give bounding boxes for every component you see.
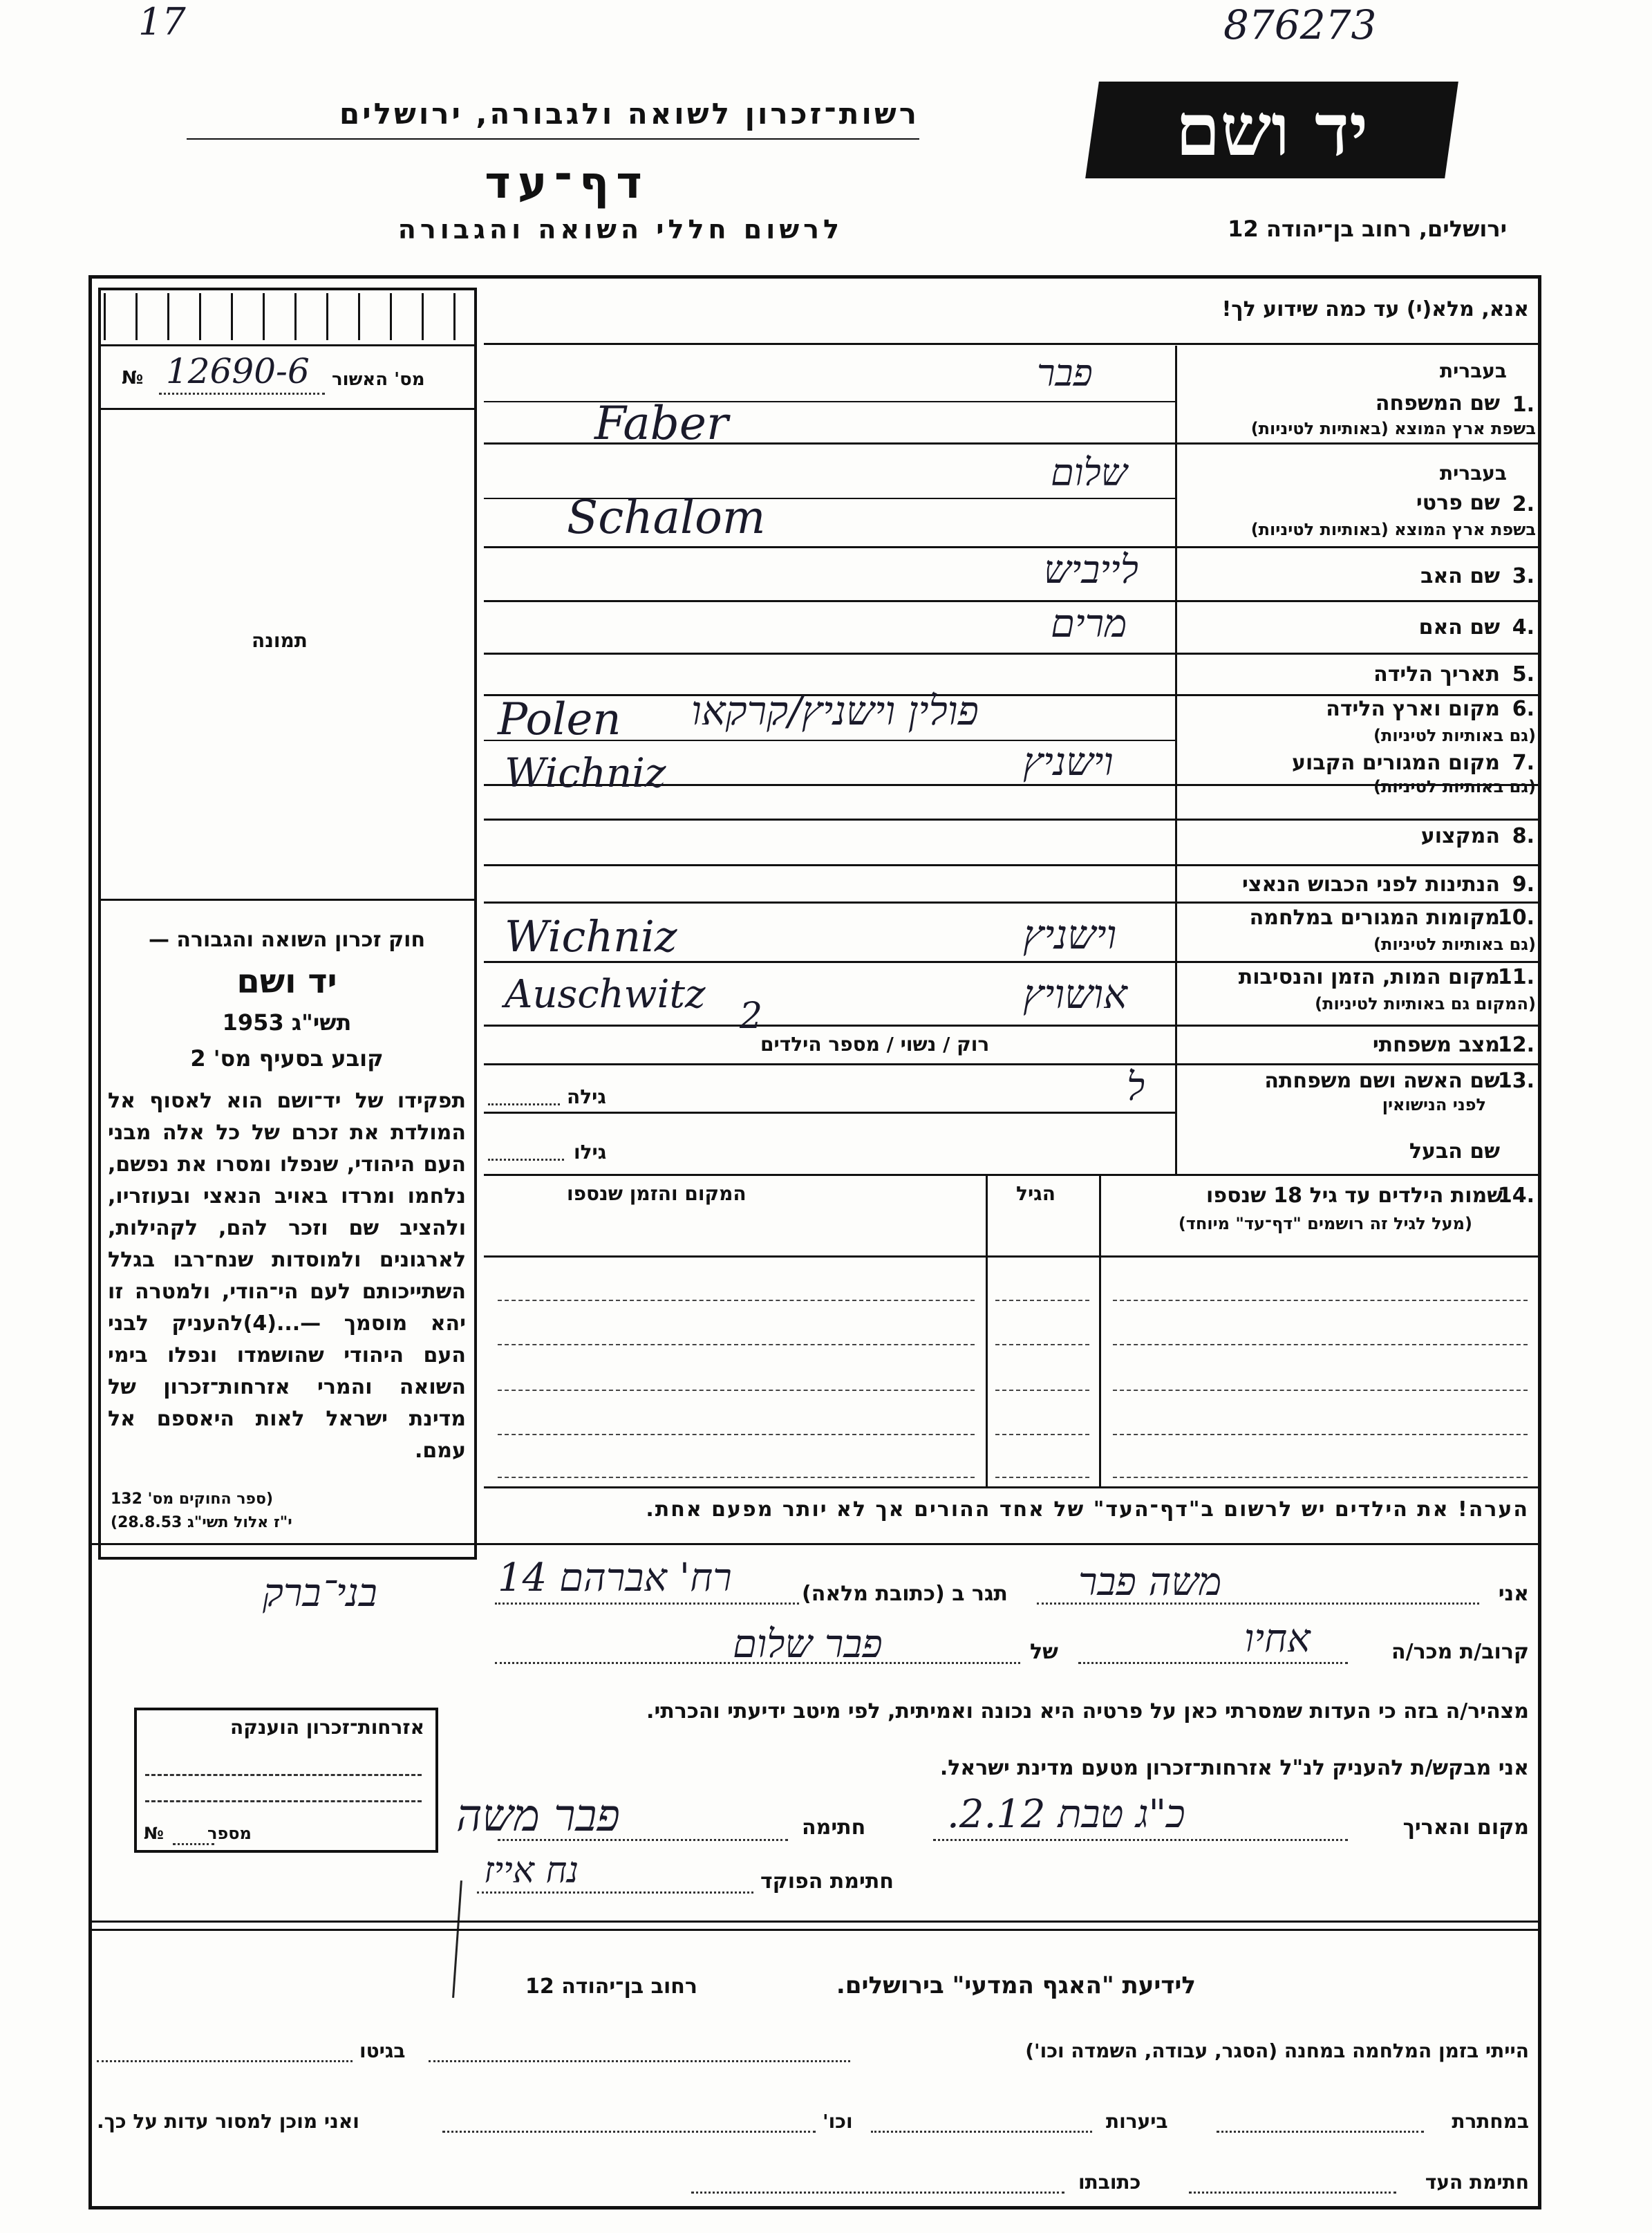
signature-label: חתימה (802, 1815, 866, 1840)
field-11-label: מקום המות, הזמן והנסיבות (1238, 965, 1500, 989)
field-13-age-label: גילה (567, 1085, 606, 1108)
field-12-options[interactable]: רוק / נשוי / מספר הילדים (760, 1033, 990, 1056)
of-label: של (1030, 1640, 1058, 1664)
field-12-label: מצב משפחתי (1372, 1033, 1500, 1057)
field-10-sub: (גם באותיות לטיניות) (1373, 935, 1536, 954)
law-title: חוק זכרון השואה והגבורה — (148, 928, 426, 952)
officer-signature[interactable]: נח אייז (484, 1850, 579, 1891)
field-1-number: 1. (1512, 393, 1534, 417)
husband-label: שם הבעל (1409, 1139, 1500, 1164)
footer-underground-label: במחתרת (1452, 2110, 1529, 2133)
field-11-value[interactable]: אושויץ (1023, 971, 1127, 1018)
logo-text: יד ושם (1175, 87, 1369, 172)
photo-label: תמונה (252, 629, 308, 652)
form-subtitle: לרשום חללי השואה והגבורה (397, 214, 843, 245)
field-2-hebrew-tag: בעברית (1439, 462, 1507, 485)
footer-etc-label: וכו' (823, 2110, 853, 2133)
field-6-number: 6. (1512, 697, 1534, 721)
footer-address-label: כתובתו (1078, 2171, 1141, 2194)
footer-address: רחוב בן־יהודה 12 (525, 1974, 697, 1999)
citizenship-no-symbol: № (144, 1824, 164, 1843)
note-text: הערה! את הילדים יש לרשום ב"דף־העד" של אחד ההורים אך לא יותר מפעם אחת. (646, 1497, 1529, 1522)
field-3-label: שם האב (1420, 564, 1500, 588)
footer-forests-label: ביערות (1106, 2110, 1168, 2133)
header-address: ירושלים, רחוב בן־יהודה 12 (1228, 216, 1507, 242)
declaration-name[interactable]: משה פבר (1078, 1560, 1222, 1605)
law-ref-1: (ספר החוקים מס' 132 (111, 1491, 274, 1508)
margin-note: בני־ברק (263, 1571, 377, 1616)
authority-name: רשות־זכרון לשואה ולגבורה, ירושלים (339, 97, 919, 131)
field-1-hebrew-tag: בעברית (1439, 359, 1507, 382)
field-8-label: המקצוע (1420, 824, 1500, 848)
children-col-age: הגיל (1016, 1182, 1055, 1205)
form-title: דף־עד (485, 158, 649, 209)
field-10-label: מקומות המגורים במלחמה (1249, 906, 1500, 930)
field-3-number: 3. (1512, 564, 1534, 588)
field-1-sub: בשפת ארץ המוצא (באותיות לטיניות) (1250, 419, 1536, 438)
field-5-number: 5. (1512, 662, 1534, 686)
field-2-latin-value[interactable]: Schalom (567, 491, 766, 544)
law-logo: יד ושם (236, 962, 337, 1001)
field-6-label: מקום וארץ הלידה (1326, 697, 1500, 721)
approval-label: מס' האשור (332, 369, 425, 390)
field-10-latin-value[interactable]: Wichniz (505, 911, 677, 962)
field-1-latin-value[interactable]: Faber (594, 397, 729, 450)
officer-label: חתימת הפוקד (760, 1869, 894, 1894)
footer-line1: הייתי בזמן המלחמה במחנה (הסגר, עבודה, השמדה וכו') (1025, 2039, 1529, 2062)
place-date-label: מקום והאריך (1402, 1815, 1529, 1840)
field-6-latin-value[interactable]: Polen (498, 694, 621, 745)
field-10-value[interactable]: וישניץ (1023, 911, 1117, 958)
field-11-sub: (המקום גם באותיות לטיניות) (1315, 994, 1536, 1013)
field-1-hebrew-value[interactable]: פבר (1037, 351, 1093, 395)
field-13-sub: לפני הנישואין (1382, 1095, 1486, 1114)
citizenship-box-title: אזרחות־זכרון הוענקה (230, 1716, 424, 1739)
children-label: שמות הילדים עד גיל 18 שנספו (1206, 1184, 1503, 1208)
field-7-label: מקום המגורים הקבוע (1292, 751, 1500, 775)
perforation-strip (104, 293, 470, 340)
field-1-label: שם המשפחה (1375, 391, 1500, 415)
archive-number: 876273 (1223, 1, 1377, 48)
field-6-value[interactable]: פולין וישניץ/קרקאו (691, 687, 979, 734)
field-11-latin-value[interactable]: Auschwitz (505, 972, 706, 1017)
corner-left-mark: 17 (138, 0, 186, 44)
approval-no-symbol: № (122, 368, 144, 389)
request-text: אני מבקש/ת להעניק לנ"ל אזרחות־זכרון מטעם מדינת ישראל. (939, 1756, 1529, 1780)
field-2-label: שם פרטי (1416, 491, 1500, 515)
field-7-number: 7. (1512, 751, 1534, 775)
approval-number[interactable]: 12690-6 (166, 351, 310, 391)
field-12-number: 12. (1497, 1033, 1534, 1057)
field-7-latin-value[interactable]: Wichniz (505, 749, 666, 796)
footer-witness-signature-label: חתימת העד (1425, 2171, 1529, 2194)
field-7-sub: (גם באותיות לטיניות) (1373, 777, 1536, 796)
relative-label: קרוב/ת מכר/ה (1391, 1640, 1529, 1664)
husband-age-label: גילו (574, 1141, 607, 1164)
statement-text: מצהיר/ה בזה כי העדות שמסרתי כאן על פרטיה היא נכונה ואמיתית, לפי מיטב ידיעתי והכרתי. (646, 1699, 1529, 1723)
field-10-number: 10. (1497, 906, 1534, 930)
field-9-number: 9. (1512, 872, 1534, 897)
field-8-number: 8. (1512, 824, 1534, 848)
footer-testimony-text: ואני מוכן למסור עדות על כך. (97, 2110, 359, 2133)
law-text: תפקידו של יד־ושם הוא לאסוף אל המולדת את זכרם של כל אלה מבני העם היהודי, שנפלו ומסרו את נפשם, נלחמו ומרדו באויב הנאצי ובעוזריו, ולהציב שם וזכר להם, לקהילות, לארגונים ולמוסדות שנח־רבו בגלל השתייכותם לעם הי־הודי, ולמטרה זו יהא מוסמך —...(4)להעניק לבני העם היהודי שהושמדו ונפלו בימי השואה והמרי אזרחות־זכרון של מדינת ישראל לאות היאספם אל עמם. (108, 1089, 466, 1463)
field-2-number: 2. (1512, 492, 1534, 516)
children-sub: (מעל לגיל זה רושמים "דף־עד" מיוחד) (1178, 1214, 1472, 1233)
field-13-number: 13. (1497, 1069, 1534, 1093)
field-7-value[interactable]: וישניץ (1023, 740, 1114, 785)
law-section: קובע בסעיף מס' 2 (190, 1045, 384, 1072)
field-4-value[interactable]: מרים (1051, 601, 1127, 646)
of-value[interactable]: פבר שלום (733, 1622, 883, 1667)
field-12-children-count[interactable]: 2 (740, 996, 763, 1037)
declaration-i-label: אני (1498, 1582, 1529, 1606)
intro-text: אנא, מלא(י) עד כמה שידוע לך! (1221, 297, 1529, 321)
law-year: תשי"ג 1953 (222, 1009, 352, 1036)
field-5-label: תאריך הלידה (1373, 662, 1500, 686)
children-col-place: המקום והזמן שנספו (567, 1182, 747, 1205)
citizenship-number-label: מספר (207, 1824, 252, 1843)
yad-vashem-logo (1085, 82, 1458, 178)
footer-ghetto-label: בגיטו (359, 2039, 406, 2062)
relation-value[interactable]: אחיו (1244, 1616, 1311, 1661)
field-11-number: 11. (1497, 965, 1534, 989)
field-2-sub: בשפת ארץ המוצא (באותיות לטיניות) (1250, 520, 1536, 539)
field-4-number: 4. (1512, 615, 1534, 639)
footer-title: לידיעת "האגף המדעי" בירושלים. (836, 1972, 1196, 1999)
law-ref-2: י"ז אלול תשי"ג 28.8.53) (111, 1514, 292, 1531)
declaration-resident-label: תגר ב (כתובת מלאה) (802, 1582, 1008, 1606)
field-13-label: שם האשה ושם משפחתה (1264, 1069, 1500, 1093)
field-13-value[interactable]: ל (1127, 1065, 1145, 1110)
field-2-hebrew-value[interactable]: שלום (1051, 451, 1128, 494)
field-4-label: שם האם (1418, 615, 1500, 639)
field-9-label: הנתינות לפני הכבוש הנאצי (1242, 872, 1500, 897)
children-number: 14. (1497, 1184, 1534, 1208)
place-date-value[interactable]: כ"ג טבת 2.12. (947, 1792, 1185, 1837)
field-6-sub: (גם באותיות לטיניות) (1373, 726, 1536, 745)
field-3-value[interactable]: לייביש (1044, 548, 1138, 592)
signature-value[interactable]: פבר משה (456, 1791, 620, 1842)
declaration-address[interactable]: רח' אברהם 14 (498, 1555, 732, 1600)
